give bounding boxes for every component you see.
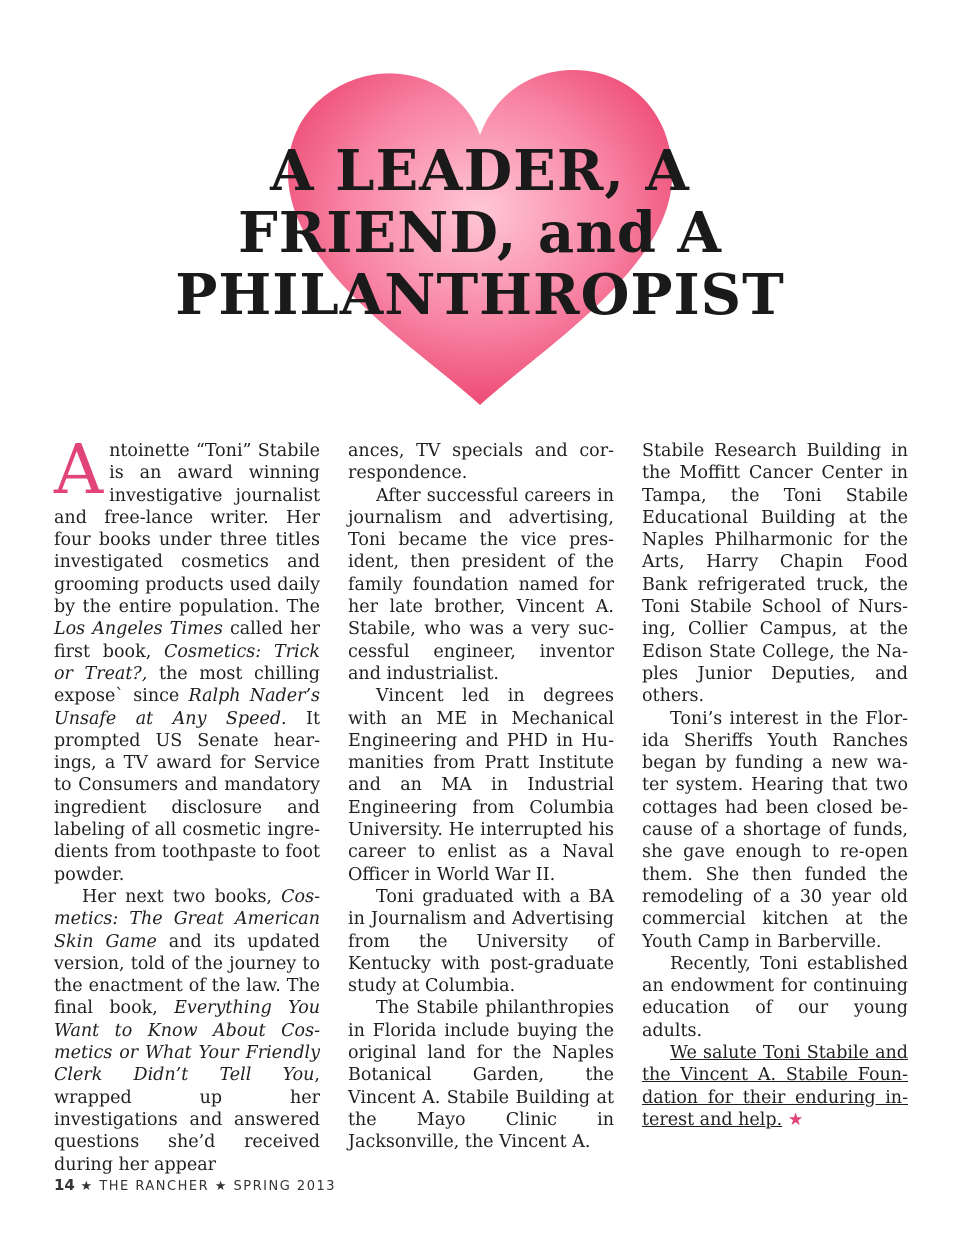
paragraph: Toni graduated with a BA in Journalism and Advertising from the University of Kentucky with post-graduate study at Columbia. xyxy=(348,886,614,997)
paragraph: Vincent led in degrees with an ME in Mechanical Engineering and PHD in Humanities from Pratt Institute and an MA in Industrial Engineering from Columbia University. He interrupted his career to enlist as a Naval Officer in World War II. xyxy=(348,686,614,885)
article-column-1 xyxy=(54,431,321,1176)
text: Her next two books, xyxy=(82,886,282,907)
issue-date: SPRING 2013 xyxy=(233,1179,337,1194)
paragraph xyxy=(54,886,320,1176)
text: ntoinette “Toni” Stabile is an award winning investigative journalist and free-lance writer. Her four books under three titles investigated cosmetics and grooming products used daily by the entire population. The xyxy=(54,441,320,618)
title-line-3: PHILANTHROPIST xyxy=(175,262,785,328)
article-column-3 xyxy=(642,440,908,1131)
text: and its updated version, told of the journey to the enactment of the law. The final book, xyxy=(54,931,320,1019)
paragraph: The Stabile philanthropies in Florida include buying the original land for the Naples Botanical Garden, the Vincent A. Stabile Building at the Mayo Clinic in Jacksonville, the Vincent A. xyxy=(348,998,614,1153)
title-line-1: A LEADER, A xyxy=(270,138,690,204)
text: , wrapped up her investigations and answered questions she’d received during her appear xyxy=(54,1065,320,1175)
text-italic: Los Angeles Times xyxy=(54,619,223,640)
closing-paragraph xyxy=(642,1042,908,1131)
page-number: 14 xyxy=(54,1176,75,1194)
title-line-2: FRIEND, and A xyxy=(237,200,723,266)
paragraph: ances, TV specials and correspondence. xyxy=(348,441,614,484)
paragraph: After successful careers in journalism and advertising, Toni became the vice president, then president of the family foundation named for her late brother, Vincent A. Stabile, who was a very successful engineer, inventor and industrialist. xyxy=(348,485,614,684)
page-footer xyxy=(54,1176,336,1194)
paragraph: Toni’s interest in the Florida Sheriffs Youth Ranches began by funding a new water system. Hearing that two cottages had been closed because of a shortage of funds, she gave enough to re-open them. She then funded the remodeling of a 30 year old commercial kitchen at the Youth Camp in Barberville. xyxy=(642,708,908,952)
text: called her first book, xyxy=(54,619,320,662)
text-italic: Everything You Want to Know About Cosmetics or What Your Friendly Clerk Didn’t Tell You xyxy=(54,998,321,1086)
footer-separator-star-icon: ★ xyxy=(80,1179,94,1194)
footer-separator-star-icon: ★ xyxy=(214,1179,228,1194)
text: the most chilling expose` since xyxy=(54,663,320,707)
text: It prompted US Senate hearings, a TV award for Service to Consumers and mandatory ingredient disclosure and labeling of all cosmetic ingredients from toothpaste to foot powder. xyxy=(54,708,321,885)
text-italic: Ralph Nader’s Unsafe at Any Speed. xyxy=(54,686,321,729)
end-star-icon: ★ xyxy=(787,1109,804,1130)
text-italic: Cosmetics: The Great American Skin Game xyxy=(54,886,320,952)
paragraph: Recently, Toni established an endowment for continuing education of our young adults. xyxy=(642,953,908,1041)
paragraph xyxy=(54,431,321,886)
article-column-2 xyxy=(348,440,614,1154)
paragraph: Stabile Research Building in the Moffitt Cancer Center in Tampa, the Toni Stabile Educational Building at the Naples Philharmonic for the Arts, Harry Chapin Food Bank refrigerated truck, the Toni Stabile School of Nursing, Collier Campus, at the Edison State College, the Naples Junior Deputies, and others. xyxy=(642,441,908,707)
text-italic: Cosmetics: Trick or Treat?, xyxy=(54,641,320,684)
closing-text: We salute Toni Stabile and the Vincent A. Stabile Foundation for their enduring interest and help. xyxy=(642,1043,908,1130)
publication-name: THE RANCHER xyxy=(99,1179,210,1194)
article-title xyxy=(0,140,960,326)
drop-cap: A xyxy=(54,431,104,510)
